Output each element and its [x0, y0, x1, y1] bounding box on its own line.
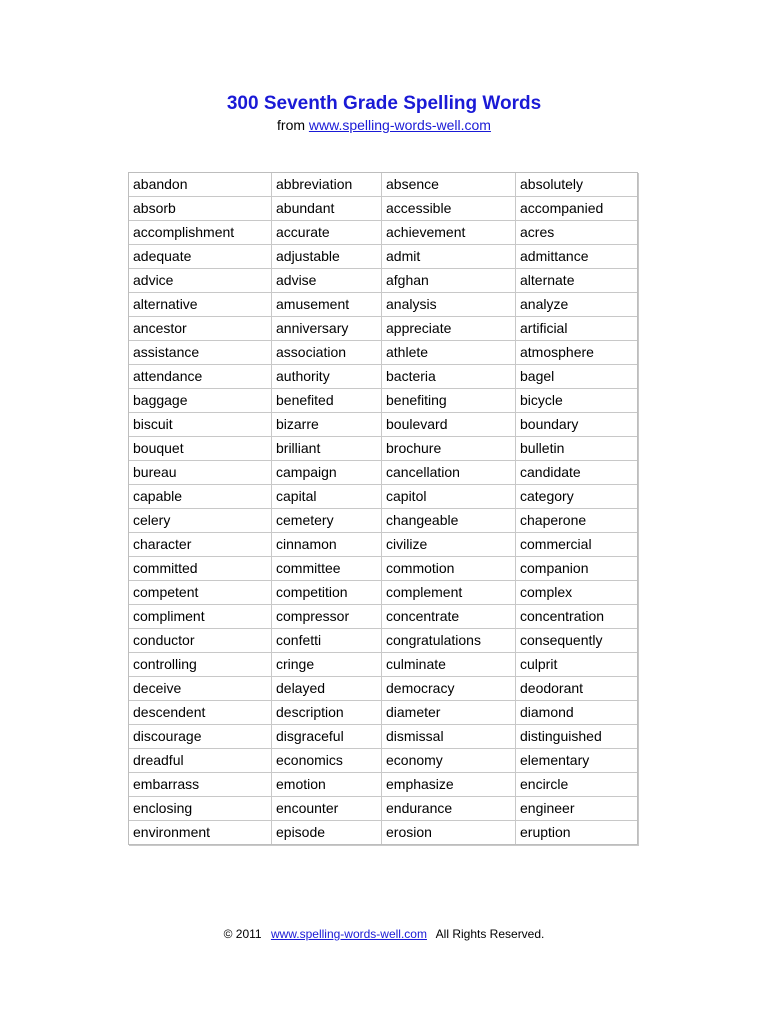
- table-row: [129, 629, 637, 653]
- table-row: [129, 221, 637, 245]
- word-cell: dismissal: [382, 725, 516, 749]
- word-cell: disgraceful: [272, 725, 382, 749]
- word-cell: culminate: [382, 653, 516, 677]
- word-cell: dreadful: [129, 749, 272, 773]
- word-cell: analyze: [516, 293, 637, 317]
- word-cell: alternate: [516, 269, 637, 293]
- word-cell: endurance: [382, 797, 516, 821]
- word-cell: campaign: [272, 461, 382, 485]
- table-row: [129, 749, 637, 773]
- table-row: [129, 581, 637, 605]
- word-cell: competent: [129, 581, 272, 605]
- word-cell: democracy: [382, 677, 516, 701]
- word-cell: analysis: [382, 293, 516, 317]
- table-row: [129, 605, 637, 629]
- word-cell: boulevard: [382, 413, 516, 437]
- word-cell: embarrass: [129, 773, 272, 797]
- word-cell: cemetery: [272, 509, 382, 533]
- word-cell: artificial: [516, 317, 637, 341]
- page-title: 300 Seventh Grade Spelling Words: [226, 93, 542, 114]
- table-row: [129, 773, 637, 797]
- from-label: from: [277, 117, 306, 133]
- word-cell: boundary: [516, 413, 637, 437]
- word-cell: category: [516, 485, 637, 509]
- word-cell: cringe: [272, 653, 382, 677]
- subtitle: [0, 116, 768, 134]
- word-cell: elementary: [516, 749, 637, 773]
- word-cell: changeable: [382, 509, 516, 533]
- table-row: [129, 653, 637, 677]
- word-cell: discourage: [129, 725, 272, 749]
- site-link[interactable]: www.spelling-words-well.com: [308, 117, 491, 133]
- word-cell: conductor: [129, 629, 272, 653]
- word-cell: brilliant: [272, 437, 382, 461]
- table-row: [129, 725, 637, 749]
- word-cell: deodorant: [516, 677, 637, 701]
- table-row: [129, 677, 637, 701]
- word-cell: commotion: [382, 557, 516, 581]
- word-cell: concentration: [516, 605, 637, 629]
- word-cell: diamond: [516, 701, 637, 725]
- word-cell: environment: [129, 821, 272, 844]
- word-cell: committee: [272, 557, 382, 581]
- word-cell: compressor: [272, 605, 382, 629]
- word-cell: atmosphere: [516, 341, 637, 365]
- word-cell: bureau: [129, 461, 272, 485]
- word-cell: civilize: [382, 533, 516, 557]
- word-cell: diameter: [382, 701, 516, 725]
- word-cell: absence: [382, 173, 516, 197]
- footer-site-link[interactable]: www.spelling-words-well.com: [270, 927, 427, 941]
- footer: [0, 926, 768, 942]
- word-cell: acres: [516, 221, 637, 245]
- word-cell: alternative: [129, 293, 272, 317]
- word-cell: encounter: [272, 797, 382, 821]
- word-cell: abundant: [272, 197, 382, 221]
- word-cell: culprit: [516, 653, 637, 677]
- word-cell: amusement: [272, 293, 382, 317]
- word-cell: delayed: [272, 677, 382, 701]
- word-cell: accessible: [382, 197, 516, 221]
- table-row: [129, 461, 637, 485]
- word-cell: adjustable: [272, 245, 382, 269]
- word-cell: economics: [272, 749, 382, 773]
- word-cell: admittance: [516, 245, 637, 269]
- word-cell: bouquet: [129, 437, 272, 461]
- table-row: [129, 797, 637, 821]
- table-row: [129, 485, 637, 509]
- word-cell: baggage: [129, 389, 272, 413]
- spelling-words-table: [128, 172, 638, 845]
- word-cell: cancellation: [382, 461, 516, 485]
- word-cell: complex: [516, 581, 637, 605]
- word-cell: accurate: [272, 221, 382, 245]
- word-cell: advise: [272, 269, 382, 293]
- word-cell: competition: [272, 581, 382, 605]
- word-cell: admit: [382, 245, 516, 269]
- word-cell: bicycle: [516, 389, 637, 413]
- table-row: [129, 437, 637, 461]
- table-row: [129, 701, 637, 725]
- table-row: [129, 509, 637, 533]
- word-cell: biscuit: [129, 413, 272, 437]
- word-cell: bulletin: [516, 437, 637, 461]
- words-table-body: [129, 173, 637, 844]
- word-cell: appreciate: [382, 317, 516, 341]
- word-cell: compliment: [129, 605, 272, 629]
- word-cell: commercial: [516, 533, 637, 557]
- word-cell: deceive: [129, 677, 272, 701]
- table-row: [129, 197, 637, 221]
- word-cell: benefiting: [382, 389, 516, 413]
- word-cell: controlling: [129, 653, 272, 677]
- word-cell: descendent: [129, 701, 272, 725]
- table-row: [129, 173, 637, 197]
- word-cell: absolutely: [516, 173, 637, 197]
- word-cell: consequently: [516, 629, 637, 653]
- word-cell: encircle: [516, 773, 637, 797]
- word-cell: confetti: [272, 629, 382, 653]
- word-cell: accompanied: [516, 197, 637, 221]
- table-row: [129, 365, 637, 389]
- word-cell: brochure: [382, 437, 516, 461]
- word-cell: ancestor: [129, 317, 272, 341]
- word-cell: authority: [272, 365, 382, 389]
- word-cell: distinguished: [516, 725, 637, 749]
- table-row: [129, 341, 637, 365]
- table-row: [129, 557, 637, 581]
- word-cell: capital: [272, 485, 382, 509]
- word-cell: abbreviation: [272, 173, 382, 197]
- word-cell: abandon: [129, 173, 272, 197]
- table-row: [129, 533, 637, 557]
- word-cell: character: [129, 533, 272, 557]
- word-cell: capitol: [382, 485, 516, 509]
- copyright-text: © 2011: [223, 927, 262, 941]
- word-cell: bacteria: [382, 365, 516, 389]
- word-cell: eruption: [520, 824, 571, 841]
- word-cell: chaperone: [516, 509, 637, 533]
- word-cell: athlete: [382, 341, 516, 365]
- word-cell: erosion: [382, 821, 516, 844]
- word-cell: episode: [272, 821, 382, 844]
- table-row: [129, 269, 637, 293]
- word-cell: bizarre: [272, 413, 382, 437]
- rights-text: All Rights Reserved.: [435, 927, 545, 941]
- table-row: [129, 317, 637, 341]
- word-cell: attendance: [129, 365, 272, 389]
- word-cell: assistance: [129, 341, 272, 365]
- table-row: [129, 245, 637, 269]
- word-cell: complement: [382, 581, 516, 605]
- word-cell: committed: [129, 557, 272, 581]
- table-row: [129, 293, 637, 317]
- word-cell: economy: [382, 749, 516, 773]
- word-cell: emotion: [272, 773, 382, 797]
- word-cell: afghan: [382, 269, 516, 293]
- word-cell: companion: [516, 557, 637, 581]
- word-cell: accomplishment: [129, 221, 272, 245]
- word-cell: bagel: [516, 365, 637, 389]
- word-cell: capable: [129, 485, 272, 509]
- word-cell: concentrate: [382, 605, 516, 629]
- word-cell: absorb: [129, 197, 272, 221]
- word-cell: congratulations: [382, 629, 516, 653]
- word-cell: advice: [129, 269, 272, 293]
- word-cell: cinnamon: [272, 533, 382, 557]
- word-cell: description: [272, 701, 382, 725]
- word-cell: emphasize: [382, 773, 516, 797]
- table-row: [129, 821, 637, 844]
- word-cell: candidate: [516, 461, 637, 485]
- word-cell: achievement: [382, 221, 516, 245]
- word-cell: adequate: [129, 245, 272, 269]
- table-row: [129, 413, 637, 437]
- word-cell: enclosing: [129, 797, 272, 821]
- word-cell: benefited: [272, 389, 382, 413]
- word-cell: association: [272, 341, 382, 365]
- table-row: [129, 389, 637, 413]
- word-cell: celery: [129, 509, 272, 533]
- word-cell: anniversary: [272, 317, 382, 341]
- word-cell: engineer: [516, 797, 637, 821]
